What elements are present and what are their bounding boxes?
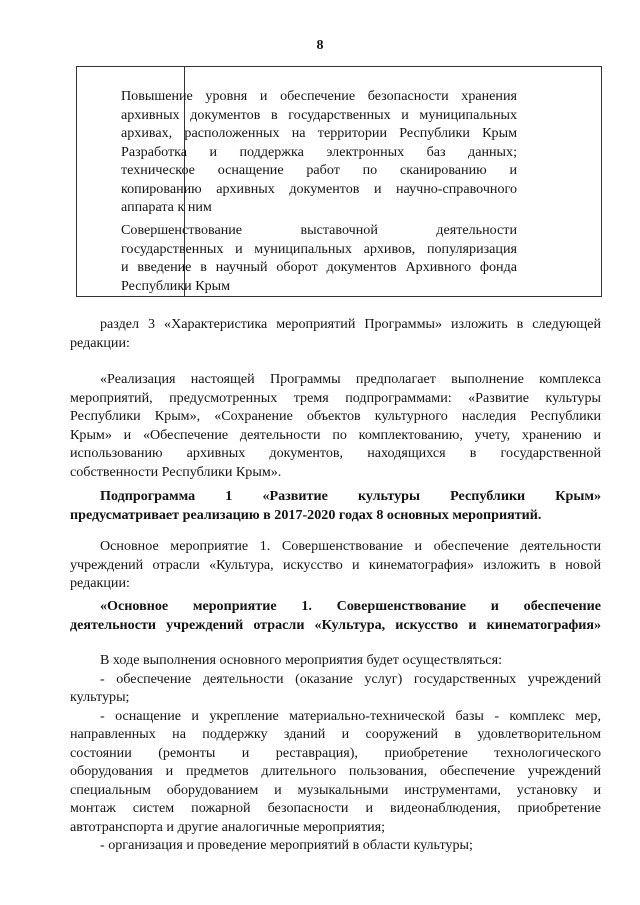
text-line: состоянии (ремонты и реставрация), приобретение технологического xyxy=(70,744,601,761)
text-line: собственности Республики Крым». xyxy=(70,463,282,480)
main-measure-intro xyxy=(70,537,601,593)
cell-line: архивах, расположенных на территории Республики Крым xyxy=(121,125,517,141)
text-line: мероприятий, предусмотренных тремя подпрограммами: «Развитие культуры xyxy=(70,389,601,406)
text-line: В ходе выполнения основного мероприятия будет осуществляться: xyxy=(100,652,503,668)
subprogram-heading xyxy=(70,487,601,524)
text-line: Основное мероприятие 1. Совершенствование и обеспечение деятельности xyxy=(100,538,601,554)
text-line: использованию архивных документов, находящихся в государственной xyxy=(70,445,601,461)
text-line: учреждений отрасли «Культура, искусство и кинематография» изложить в новой xyxy=(70,556,601,573)
cell-line: техническое оснащение работ по сканированию и xyxy=(121,162,517,178)
text-line: деятельности учреждений отрасли «Культура, искусство и кинематография» xyxy=(70,616,601,633)
text-line: Подпрограмма 1 «Развитие культуры Республики Крым» xyxy=(100,488,601,504)
section3-intro xyxy=(70,315,601,352)
cell-line: архивных документов в государственных и муниципальных xyxy=(121,106,517,123)
program-paragraph xyxy=(70,370,601,481)
cell-line: государственных и муниципальных архивов, популяризация xyxy=(121,240,517,257)
text-line: редакции: xyxy=(70,334,130,351)
list-item: - обеспечение деятельности (оказание услуг) государственных учреждений xyxy=(100,670,601,687)
text-line: Республики Крым», «Сохранение объектов культурного наследия Республики xyxy=(70,408,601,424)
cell-line: аппарата к ним xyxy=(121,199,212,215)
text-line: раздел 3 «Характеристика мероприятий Программы» изложить в следующей xyxy=(100,316,601,332)
cell-line: Республики Крым xyxy=(121,277,231,294)
measures-list xyxy=(70,651,601,855)
table-cell-exhibition xyxy=(121,221,517,295)
text-line: «Основное мероприятие 1. Совершенствование и обеспечение xyxy=(100,598,601,614)
text-line: автотранспорта и другие аналогичные мероприятия; xyxy=(70,818,386,835)
text-line: Крым» и «Обеспечение деятельности по комплектованию, учету, хранению и xyxy=(70,426,601,443)
cell-line: копированию архивных документов и научно-справочного xyxy=(121,180,517,197)
text-line: предусматривает реализацию в 2017-2020 годах 8 основных мероприятий. xyxy=(70,506,542,523)
main-measure-heading xyxy=(70,597,601,634)
text-line: оборудования и предметов длительного пользования, обеспечение учреждений xyxy=(70,763,601,779)
table-cell-archive-safety xyxy=(121,87,517,217)
text-line: редакции: xyxy=(70,575,130,591)
text-line: «Реализация настоящей Программы предполагает выполнение комплекса xyxy=(100,371,601,387)
cell-line: и введение в научный оборот документов Архивного фонда xyxy=(121,259,517,275)
text-line: специальным оборудованием и музыкальными инструментами, установку и xyxy=(70,781,601,798)
text-line: направленных на поддержку зданий и сооружений в удовлетворительном xyxy=(70,726,601,742)
text-line: культуры; xyxy=(70,689,130,705)
page-number: 8 xyxy=(316,38,324,53)
cell-line: Совершенствование выставочной деятельности xyxy=(121,222,517,238)
cell-line: Разработка и поддержка электронных баз данных; xyxy=(121,143,517,160)
list-item: - оснащение и укрепление материально-технической базы - комплекс мер, xyxy=(100,707,601,724)
cell-line: Повышение уровня и обеспечение безопасности хранения xyxy=(121,88,517,104)
list-item: - организация и проведение мероприятий в области культуры; xyxy=(100,837,473,853)
text-line: монтаж систем пожарной безопасности и видеонаблюдения, приобретение xyxy=(70,800,601,816)
